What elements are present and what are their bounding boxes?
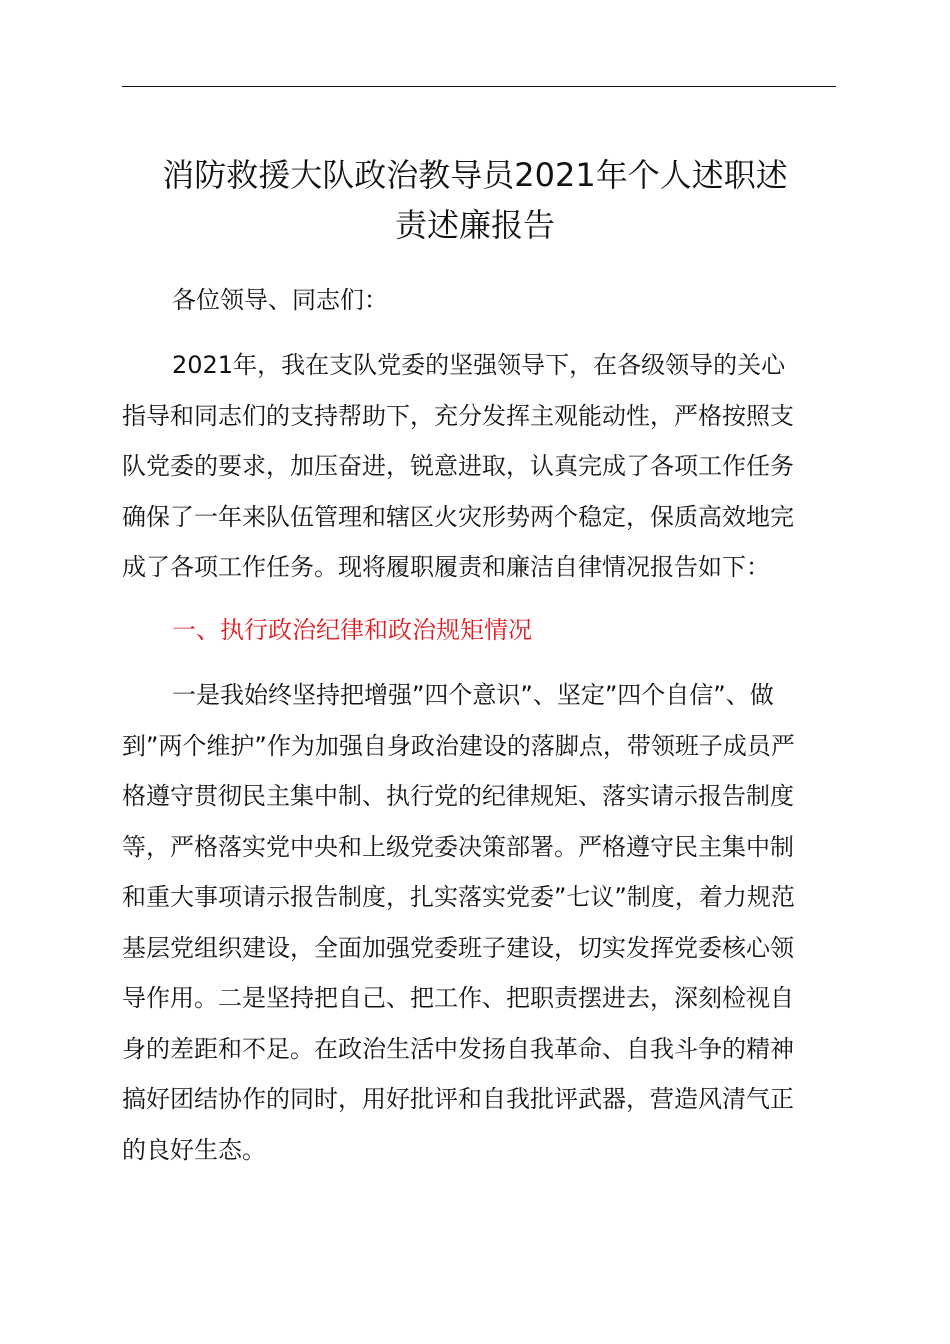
paragraph-line: 和重大事项请示报告制度，扎实落实党委”七议”制度，着力规范	[122, 883, 795, 911]
paragraph-line: 指导和同志们的支持帮助下，充分发挥主观能动性，严格按照支	[122, 401, 794, 430]
paragraph-intro	[122, 340, 862, 593]
paragraph-line: 搞好团结协作的同时，用好批评和自我批评武器，营造风清气正	[122, 1085, 794, 1113]
paragraph-political-discipline	[122, 670, 862, 1175]
paragraph-line: 到”两个维护”作为加强自身政治建设的落脚点，带领班子成员严	[122, 731, 795, 760]
section-heading-1	[122, 605, 862, 656]
paragraph-line: 等，严格落实党中央和上级党委决策部署。严格遵守民主集中制	[122, 832, 794, 861]
title-line-1: 消防救援大队政治教导员2021年个人述职述	[162, 156, 788, 194]
salutation-text: 各位领导、同志们：	[172, 286, 388, 314]
header-rule	[122, 86, 836, 87]
document-title	[100, 150, 850, 250]
paragraph-line: 队党委的要求，加压奋进，锐意进取，认真完成了各项工作任务	[122, 452, 794, 480]
paragraph-line: 基层党组织建设，全面加强党委班子建设，切实发挥党委核心领	[122, 933, 794, 962]
section-heading-text: 一、执行政治纪律和政治规矩情况	[172, 616, 532, 644]
title-line-2: 责述廉报告	[394, 206, 555, 244]
paragraph-line: 的良好生态。	[122, 1135, 266, 1164]
salutation	[122, 275, 862, 326]
paragraph-line: 身的差距和不足。在政治生活中发扬自我革命、自我斗争的精神	[122, 1034, 794, 1063]
paragraph-line: 2021年，我在支队党委的坚强领导下，在各级领导的关心	[172, 351, 786, 379]
paragraph-line: 确保了一年来队伍管理和辖区火灾形势两个稳定，保质高效地完	[122, 502, 794, 531]
paragraph-line: 格遵守贯彻民主集中制、执行党的纪律规矩、落实请示报告制度	[122, 782, 794, 810]
paragraph-line: 一是我始终坚持把增强”四个意识”、坚定”四个自信”、做	[172, 681, 774, 709]
paragraph-line: 成了各项工作任务。现将履职履责和廉洁自律情况报告如下：	[122, 553, 770, 581]
paragraph-line: 导作用。二是坚持把自己、把工作、把职责摆进去，深刻检视自	[122, 984, 794, 1012]
